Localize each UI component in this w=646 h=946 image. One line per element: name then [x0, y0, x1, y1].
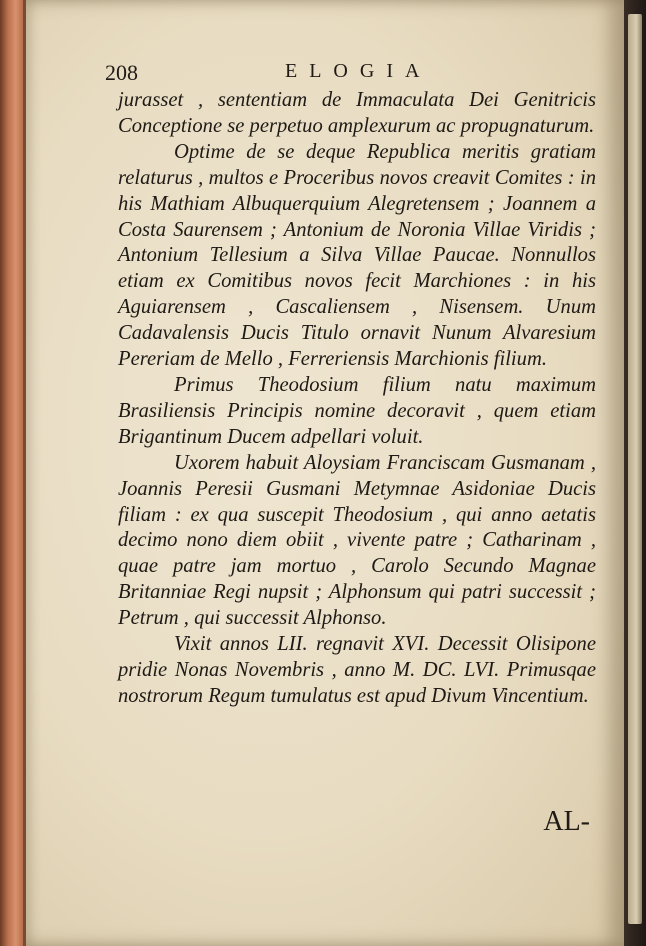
catchword: AL- [543, 806, 590, 837]
body-text [118, 88, 596, 710]
paragraph: Uxorem habuit Aloysiam Franciscam Gusmanam , Joannis Peresii Gusmani Metymnae Asidoniae Ducis filiam : ex qua suscepit Theodosium , qui anno aetatis decimo nono diem obiit , vivente patre ; Catharinam , quae patre jam mortuo , Carolo Secundo Magnae Britanniae Regi nupsit ; Alphonsum qui patri successit ; Petrum , qui successit Alphonso. [118, 451, 596, 630]
book-fore-edge-left [0, 0, 26, 946]
running-title: ELOGIA [285, 60, 432, 82]
paragraph: Vixit annos LII. regnavit XVI. Decessit Olisipone pridie Nonas Novembris , anno M. DC. LVI. Primusqae nostrorum Regum tumulatus est apud Divum Vincentium. [118, 633, 596, 707]
paragraph: Primus Theodosium filium natu maximum Brasiliensis Principis nomine decoravit , quem etiam Brigantinum Ducem adpellari voluit. [118, 373, 596, 448]
page-stack-edge [628, 14, 642, 924]
paragraph: Optime de se deque Republica meritis gratiam relaturus , multos e Proceribus novos creavit Comites : in his Mathiam Albuquerquium Alegretensem ; Joannem a Costa Saurensem ; Antonium de Noronia Villae Viridis ; Antonium Tellesium a Silva Villae Paucae. Nonnullos etiam ex Comitibus novos fecit Marchiones : in his Aguiarensem , Cascaliensem , Nisensem. Unum Cadavalensis Ducis Titulo ornavit Nunum Alvaresium Pereriam de Mello , Ferreriensis Marchionis filium. [118, 140, 596, 371]
paragraph: jurasset , sententiam de Immaculata Dei Genitricis Conceptione se perpetuo amplexurum ac propugnaturum. [118, 89, 596, 137]
page-header [105, 60, 585, 90]
page-number: 208 [105, 60, 138, 85]
book-fore-edge-right [624, 0, 646, 946]
